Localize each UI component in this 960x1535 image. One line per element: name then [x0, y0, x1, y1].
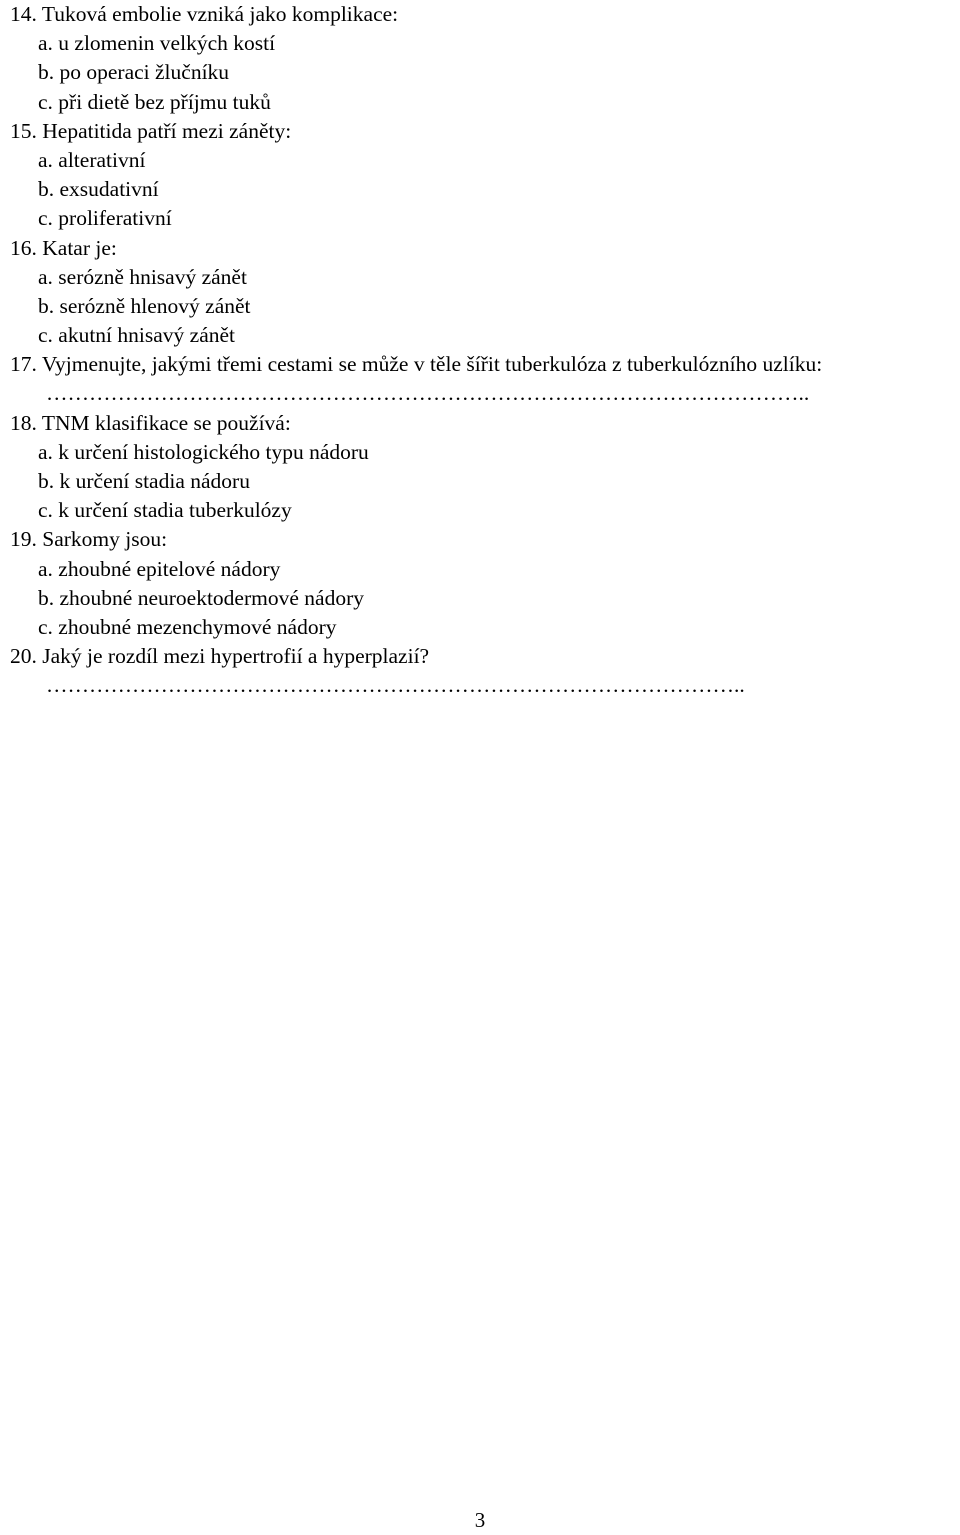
question-14-option-b: b. po operaci žlučníku [38, 60, 230, 85]
question-16-option-c: c. akutní hnisavý zánět [38, 323, 236, 348]
question-19-option-a: a. zhoubné epitelové nádory [38, 556, 281, 581]
question-16-option-b: b. serózně hlenový zánět [38, 293, 251, 318]
question-19-option-c: c. zhoubné mezenchymové nádory [38, 614, 337, 639]
question-17: 17. Vyjmenujte, jakými třemi cestami se může v těle šířit tuberkulóza z tuberkulózního uzlíku: [10, 352, 823, 377]
question-19: 19. Sarkomy jsou: [10, 527, 168, 552]
question-18-option-a: a. k určení histologického typu nádoru [38, 439, 369, 464]
question-15: 15. Hepatitida patří mezi záněty: [10, 118, 292, 143]
page-number: 3 [474, 1508, 486, 1532]
question-18: 18. TNM klasifikace se používá: [10, 410, 291, 435]
question-list [10, 0, 955, 701]
question-16: 16. Katar je: [10, 235, 117, 260]
question-14: 14. Tuková embolie vzniká jako komplikace: [10, 2, 399, 26]
question-15-option-a: a. alterativní [38, 147, 146, 172]
question-15-option-b: b. exsudativní [38, 177, 159, 202]
question-16-option-a: a. serózně hnisavý zánět [38, 264, 247, 289]
question-18-option-b: b. k určení stadia nádoru [38, 469, 250, 493]
question-15-option-c: c. proliferativní [38, 206, 172, 231]
question-20-answer-line: …………………………………………………………………………………….. [46, 673, 745, 698]
question-14-option-a: a. u zlomenin velkých kostí [38, 31, 276, 56]
question-14-option-c: c. při dietě bez příjmu tuků [38, 89, 271, 114]
question-17-answer-line: …………………………………………………………………………………………….. [46, 381, 810, 406]
question-18-option-c: c. k určení stadia tuberkulózy [38, 498, 292, 523]
question-19-option-b: b. zhoubné neuroektodermové nádory [38, 585, 364, 610]
question-20: 20. Jaký je rozdíl mezi hypertrofií a hyperplazií? [10, 644, 430, 669]
